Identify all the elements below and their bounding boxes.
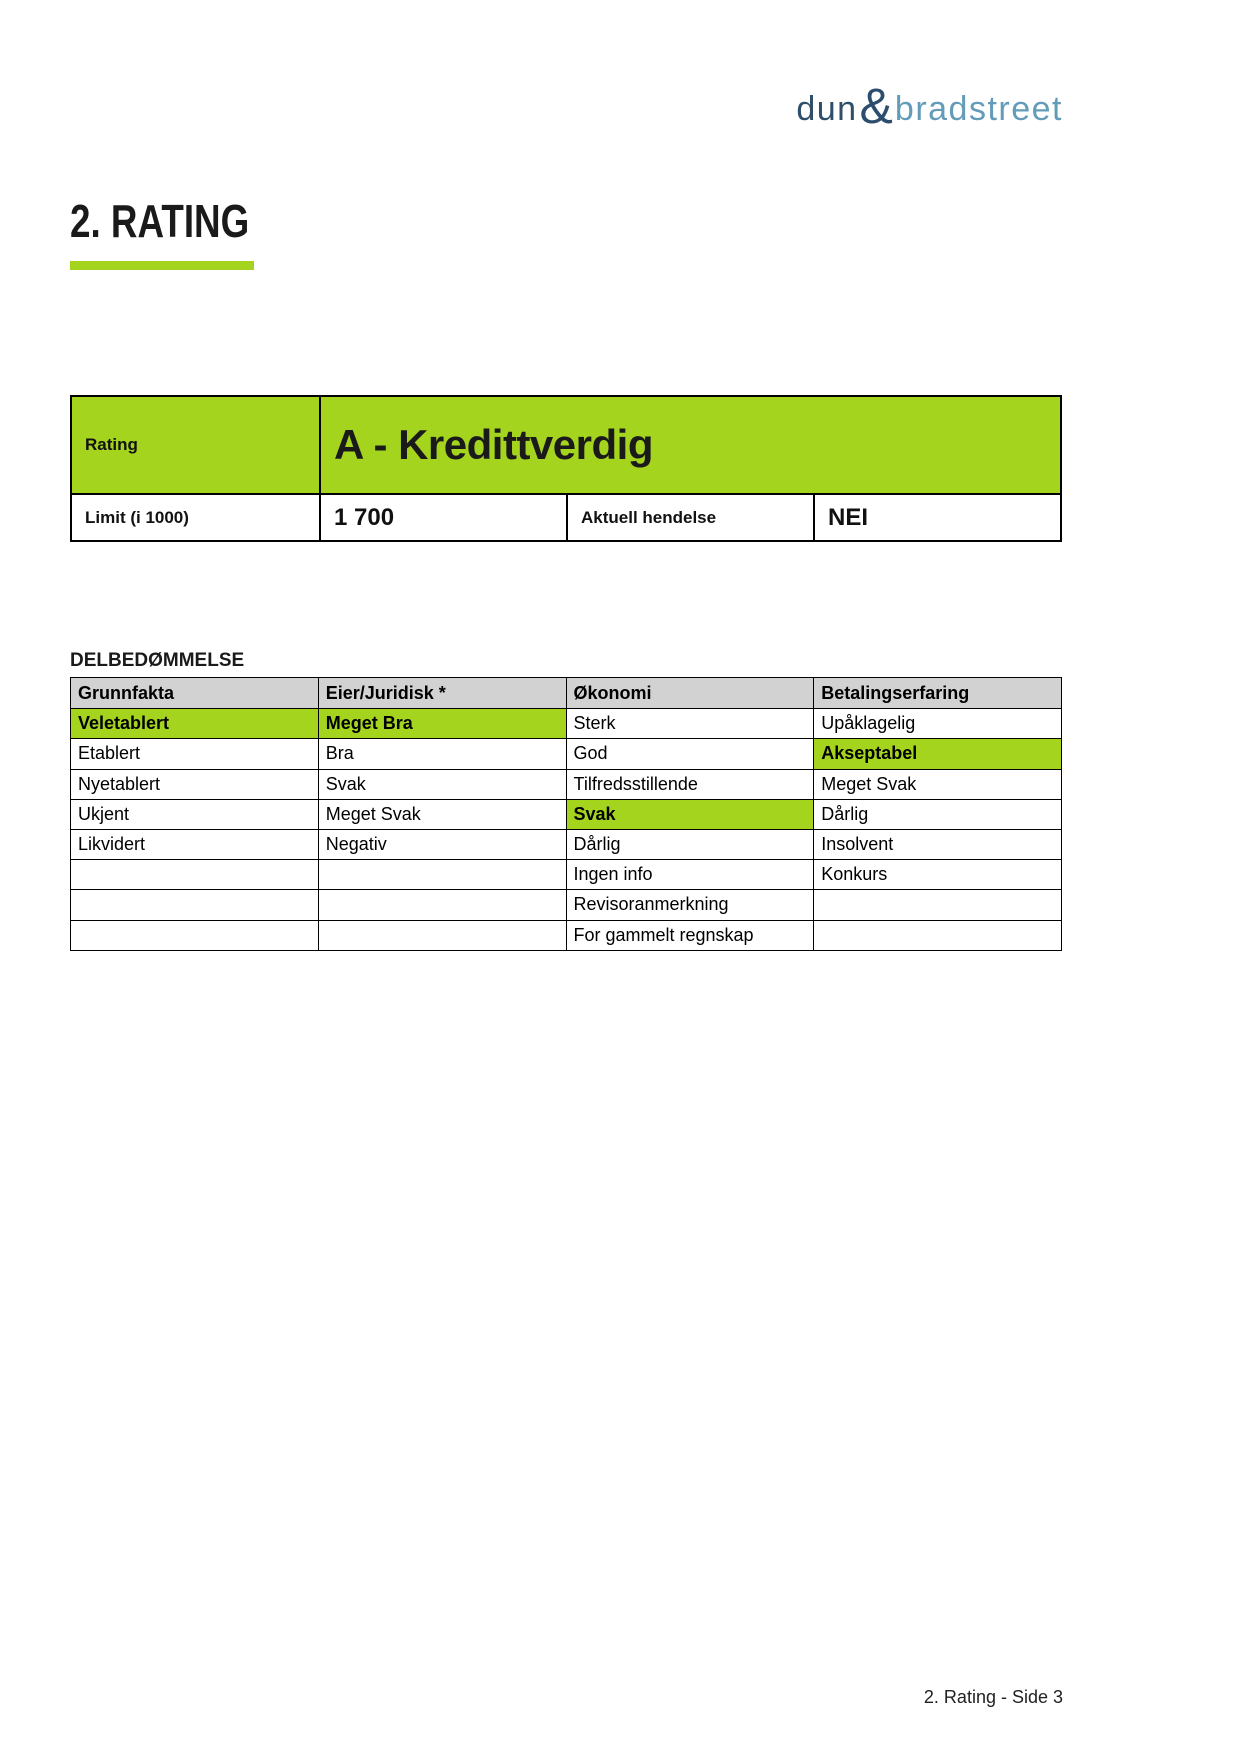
assessment-column-header: Økonomi [566,678,814,708]
logo-ampersand-icon: & [859,78,893,134]
dun-bradstreet-logo [796,74,1063,132]
assessment-row [71,829,1061,859]
assessment-cell: For gammelt regnskap [566,921,814,950]
assessment-cell: Svak [318,770,566,799]
assessment-row [71,889,1061,919]
assessment-cell: God [566,739,814,768]
assessment-cell [71,921,318,950]
page-title: 2. RATING [70,195,250,247]
assessment-cell: Sterk [566,709,814,738]
assessment-cell [71,890,318,919]
assessment-cell: Upåklagelig [813,709,1061,738]
assessment-cell [318,860,566,889]
assessment-cell: Konkurs [813,860,1061,889]
limit-value: 1 700 [334,503,395,531]
assessment-cell: Meget Svak [813,770,1061,799]
assessment-column-header: Grunnfakta [78,682,175,703]
assessment-cell: Insolvent [813,830,1061,859]
rating-value-cell [319,397,1060,493]
assessment-cell [71,860,318,889]
assessment-cell: Bra [318,739,566,768]
assessment-cell: Ingen info [566,860,814,889]
assessment-table [70,677,1062,951]
assessment-header-row [71,678,1061,708]
assessment-cell: Dårlig [813,800,1061,829]
assessment-section-title: DELBEDØMMELSE [70,650,245,671]
rating-detail-row [72,493,1060,540]
assessment-cell: Nyetablert [78,773,161,794]
limit-value-cell [319,495,566,540]
assessment-cell: Revisoranmerkning [566,890,814,919]
rating-label: Rating [85,435,138,454]
assessment-row [71,708,1061,738]
logo-text-dun: dun [796,90,858,128]
assessment-row [71,920,1061,950]
assessment-cell [318,890,566,919]
page-footer: 2. Rating - Side 3 [923,1687,1063,1707]
event-value-cell [813,495,1060,540]
assessment-cell [813,921,1061,950]
assessment-row [71,859,1061,889]
assessment-cell: Ukjent [78,803,130,824]
limit-label: Limit (i 1000) [85,507,189,527]
assessment-cell: Dårlig [566,830,814,859]
assessment-cell-selected: Akseptabel [813,739,1061,768]
rating-label-cell [72,397,319,493]
rating-summary-table [70,395,1062,542]
assessment-row [71,799,1061,829]
assessment-cell: Negativ [318,830,566,859]
assessment-cell: Tilfredsstillende [566,770,814,799]
assessment-cell-selected: Meget Bra [318,709,566,738]
event-label-cell [566,495,813,540]
assessment-cell: Likvidert [78,834,146,855]
assessment-cell-selected: Svak [566,800,814,829]
rating-value: A - Kredittverdig [334,421,653,468]
limit-label-cell [72,495,319,540]
title-underline-bar [70,261,254,270]
rating-header-row [72,397,1060,493]
assessment-row [71,738,1061,768]
assessment-column-header: Eier/Juridisk * [318,678,566,708]
assessment-cell [813,890,1061,919]
assessment-column-header: Betalingserfaring [813,678,1061,708]
assessment-cell-selected: Veletablert [71,709,318,738]
assessment-cell [318,921,566,950]
event-value: NEI [828,503,869,531]
event-label: Aktuell hendelse [581,507,717,527]
logo-text-bradstreet: bradstreet [894,90,1063,128]
assessment-cell: Meget Svak [318,800,566,829]
assessment-cell: Etablert [78,743,141,764]
assessment-row [71,769,1061,799]
